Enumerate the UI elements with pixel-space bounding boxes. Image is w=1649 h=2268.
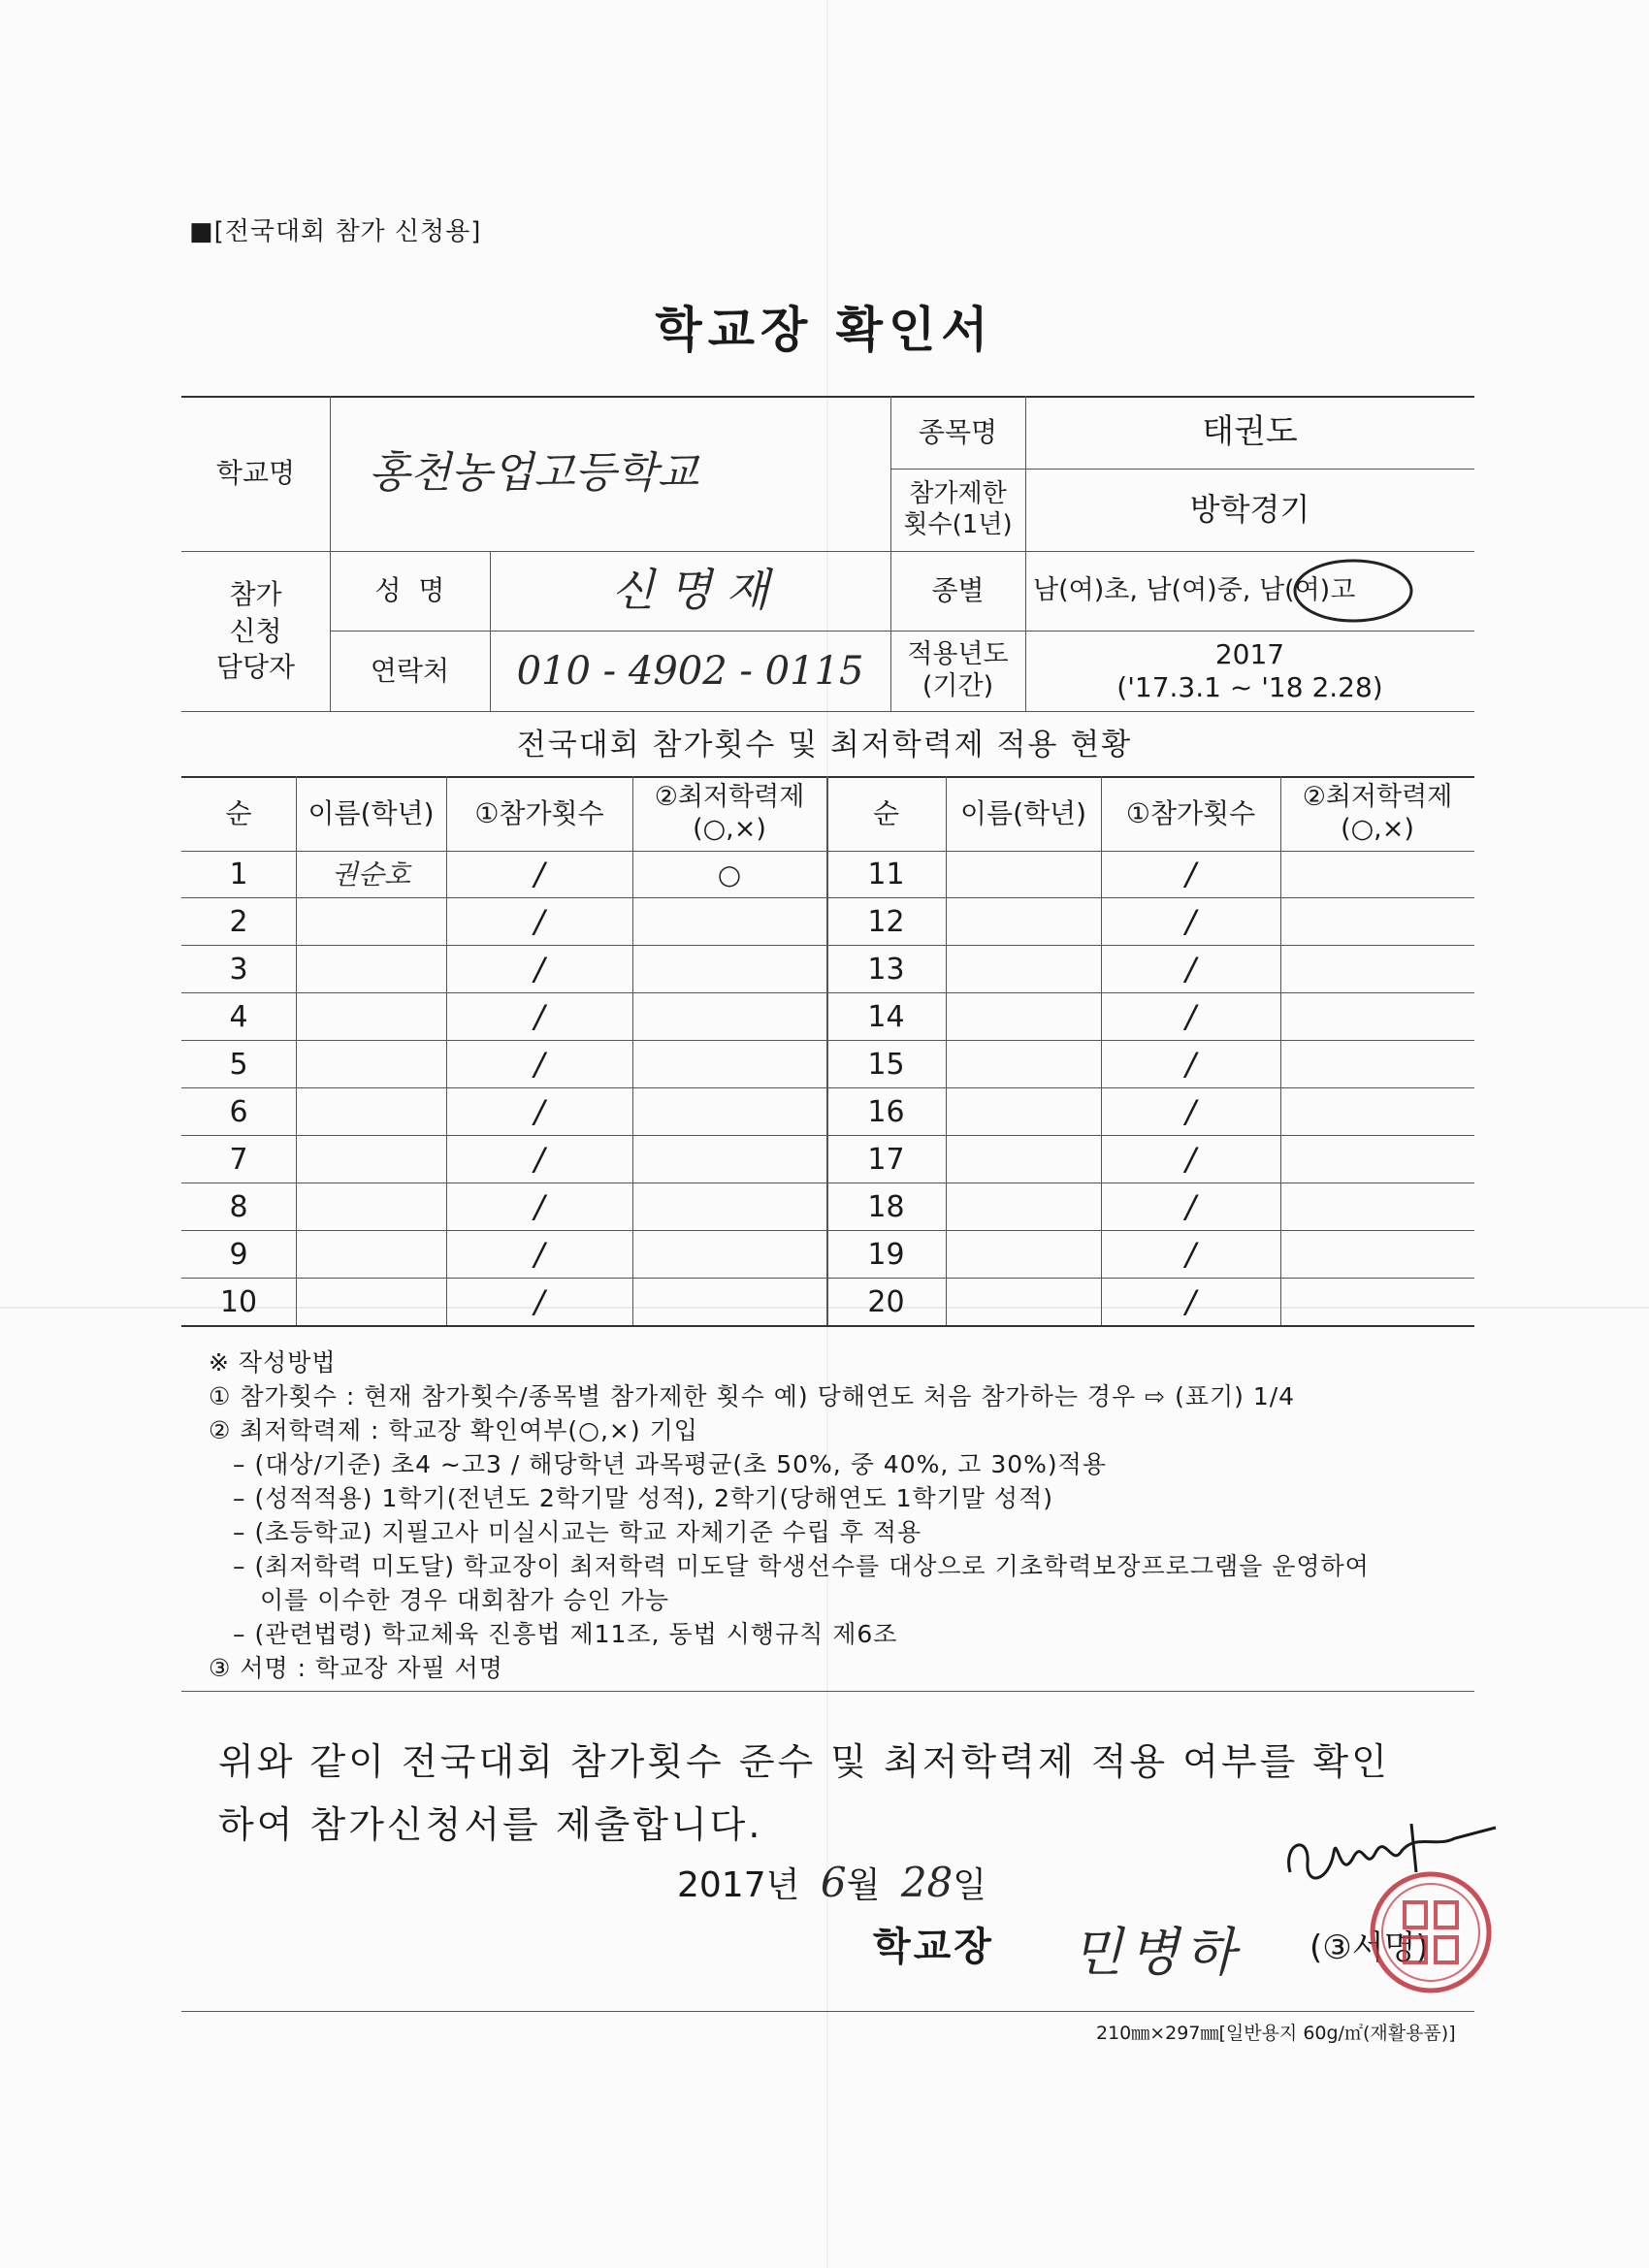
row-min: [1280, 851, 1474, 898]
row-min: [1280, 1231, 1474, 1279]
row-min: [1280, 1041, 1474, 1088]
sign-label: (③서명): [1310, 1928, 1429, 1967]
confirmation-line-1: 위와 같이 전국대회 참가횟수 준수 및 최저학력제 적용 여부를 확인: [218, 1740, 1390, 1783]
instruction-line-2: ② 최저학력제 : 학교장 확인여부(○,×) 기입: [209, 1416, 698, 1444]
row-min: [1280, 1279, 1474, 1326]
row-min: [1280, 898, 1474, 946]
row-min: [632, 1231, 826, 1279]
header-name-left: 이름(학년): [307, 796, 435, 829]
row-seq: 7: [229, 1142, 248, 1177]
row-seq: 11: [867, 857, 905, 891]
header-count-right: ①참가횟수: [1125, 796, 1256, 829]
row-seq: 14: [867, 999, 905, 1034]
instruction-line-9: ③ 서명 : 학교장 자필 서명: [209, 1654, 503, 1682]
row-seq: 9: [229, 1237, 248, 1272]
row-seq: 5: [229, 1047, 248, 1082]
row-count: /: [1185, 998, 1196, 1036]
row-count: /: [534, 856, 545, 893]
row-name: 권순호: [331, 858, 411, 891]
header-min-left: [632, 776, 826, 851]
row-seq: 4: [229, 999, 248, 1034]
row-seq: 15: [867, 1047, 905, 1082]
limit-value: 방학경기: [1189, 491, 1310, 529]
row-min: [632, 1279, 826, 1326]
row-name: [296, 1136, 446, 1183]
row-seq: 2: [229, 904, 248, 939]
gender-value: 남(여)초, 남(여)중, 남(여)고: [1033, 574, 1356, 605]
row-seq: 17: [867, 1142, 905, 1177]
school-label: 학교명: [215, 457, 296, 490]
gender-label: 종별: [931, 574, 985, 607]
row-name: [946, 1136, 1101, 1183]
contact-label: 연락처: [370, 654, 450, 687]
instruction-line-8: – (관련법령) 학교체육 진흥법 제11조, 동법 시행규칙 제6조: [233, 1620, 898, 1648]
year-value-line1: 2017: [1214, 637, 1285, 670]
row-name: [296, 1088, 446, 1136]
limit-label-line1: 참가제한: [909, 479, 1007, 509]
date-day-unit: 일: [953, 1865, 987, 1905]
row-seq: 20: [867, 1284, 905, 1319]
row-seq: 3: [229, 952, 248, 987]
sport-label: 종목명: [918, 415, 998, 448]
principal-label: 학교장: [873, 1925, 994, 1969]
header-min-right: [1280, 776, 1474, 851]
row-seq: 18: [867, 1189, 905, 1224]
row-name: [946, 993, 1101, 1041]
row-min: [632, 1088, 826, 1136]
row-count: /: [1185, 1093, 1196, 1131]
limit-label-line2: 횟수(1년): [903, 509, 1013, 539]
year-label-line1: 적용년도: [907, 639, 1009, 670]
row-name: [946, 946, 1101, 993]
form-type-label: ■[전국대회 참가 신청용]: [189, 217, 482, 246]
header-name-right: 이름(학년): [959, 796, 1087, 829]
row-min: [1280, 946, 1474, 993]
row-count: /: [1185, 856, 1196, 893]
row-min: [1280, 1183, 1474, 1231]
principal-name: 민병하: [1072, 1922, 1242, 1983]
row-count: /: [1185, 1236, 1196, 1274]
row-count: /: [1185, 1046, 1196, 1084]
row-name: [296, 1279, 446, 1326]
header-min-right-line1: ②최저학력제: [1302, 782, 1453, 813]
date-month-unit: 월: [846, 1865, 881, 1905]
date-month: 6: [820, 1859, 847, 1906]
row-name: [946, 1231, 1101, 1279]
row-seq: 12: [867, 904, 905, 939]
header-count-left: ①참가횟수: [474, 796, 604, 829]
instructions-divider: [181, 1691, 1474, 1692]
row-name: [296, 993, 446, 1041]
paper-spec-footer: 210㎜×297㎜[일반용지 60g/㎡(재활용품)]: [1096, 2023, 1456, 2044]
applicant-label-line1: 참가: [229, 577, 282, 610]
row-seq: 6: [229, 1094, 248, 1129]
year-label: [890, 631, 1025, 711]
row-name: [946, 1088, 1101, 1136]
row-min: ○: [717, 858, 742, 891]
row-min: [1280, 1088, 1474, 1136]
year-value: [1025, 631, 1474, 711]
school-seal-stamp: [1366, 1867, 1496, 1997]
row-name: [946, 1279, 1101, 1326]
row-min: [632, 898, 826, 946]
row-count: /: [534, 1046, 545, 1084]
school-value: 홍천농업고등학교: [369, 447, 699, 498]
row-count: /: [534, 951, 545, 988]
footer-divider: [181, 2011, 1474, 2012]
confirmation-line-2: 하여 참가신청서를 제출합니다.: [218, 1803, 763, 1846]
row-name: [946, 898, 1101, 946]
row-min: [632, 993, 826, 1041]
status-table-title: 전국대회 참가횟수 및 최저학력제 적용 현황: [516, 728, 1133, 762]
row-count: /: [1185, 1141, 1196, 1179]
year-label-line2: (기간): [922, 670, 994, 701]
row-count: /: [534, 998, 545, 1036]
header-min-left-line1: ②최저학력제: [654, 782, 805, 813]
row-seq: 1: [229, 857, 248, 891]
row-min: [1280, 1136, 1474, 1183]
row-seq: 19: [867, 1237, 905, 1272]
row-name: [296, 1041, 446, 1088]
row-count: /: [534, 1188, 545, 1226]
row-min: [632, 1136, 826, 1183]
row-name: [946, 1041, 1101, 1088]
row-count: /: [534, 1141, 545, 1179]
row-name: [296, 898, 446, 946]
header-min-left-line2: (○,×): [693, 813, 766, 844]
row-seq: 13: [867, 952, 905, 987]
row-name: [296, 1183, 446, 1231]
row-name: [946, 851, 1101, 898]
name-value: 신 명 재: [611, 564, 769, 617]
date-year: 2017년: [677, 1865, 800, 1905]
header-seq-right: 순: [872, 796, 900, 829]
row-min: [632, 946, 826, 993]
instruction-line-6: – (최저학력 미도달) 학교장이 최저학력 미도달 학생선수를 대상으로 기초학력보장프로그램을 운영하여: [233, 1552, 1370, 1580]
row-name: [296, 1231, 446, 1279]
gender-selection-circle: [1290, 555, 1416, 627]
header-seq-left: 순: [225, 796, 252, 829]
page-title: 학교장 확인서: [655, 302, 994, 358]
row-seq: 8: [229, 1189, 248, 1224]
row-count: /: [534, 1093, 545, 1131]
row-count: /: [1185, 951, 1196, 988]
instruction-line-5: – (초등학교) 지필고사 미실시교는 학교 자체기준 수립 후 적용: [233, 1518, 922, 1546]
row-count: /: [1185, 1283, 1196, 1321]
row-name: [946, 1183, 1101, 1231]
row-seq: 10: [219, 1284, 258, 1319]
row-count: /: [534, 1236, 545, 1274]
header-min-right-line2: (○,×): [1341, 813, 1414, 844]
row-seq: 16: [867, 1094, 905, 1129]
row-count: /: [1185, 903, 1196, 941]
row-min: [1280, 993, 1474, 1041]
date-day: 28: [900, 1859, 954, 1906]
instruction-line-3: – (대상/기준) 초4 ~고3 / 해당학년 과목평균(초 50%, 중 40%, 고 30%)적용: [233, 1450, 1107, 1478]
name-label: 성 명: [374, 574, 445, 607]
row-count: /: [1185, 1188, 1196, 1226]
row-min: [632, 1183, 826, 1231]
applicant-label-line2: 신청: [229, 614, 282, 647]
applicant-label: [181, 551, 330, 711]
instruction-line-4: – (성적적용) 1학기(전년도 2학기말 성적), 2학기(당해연도 1학기말 성적): [233, 1484, 1053, 1512]
sport-value: 태권도: [1202, 412, 1298, 452]
applicant-label-line3: 담당자: [215, 651, 296, 684]
instructions-heading: ※ 작성방법: [209, 1348, 337, 1377]
year-value-line2: ('17.3.1 ~ '18 2.28): [1116, 670, 1383, 703]
instruction-line-1: ① 참가횟수 : 현재 참가횟수/종목별 참가제한 횟수 예) 당해연도 처음 참가하는 경우 ⇨ (표기) 1/4: [209, 1382, 1296, 1410]
contact-value: 010 - 4902 - 0115: [516, 648, 864, 694]
limit-label: [890, 469, 1025, 551]
row-count: /: [534, 903, 545, 941]
row-count: /: [534, 1283, 545, 1321]
date: [677, 1858, 986, 1907]
row-min: [632, 1041, 826, 1088]
instruction-line-7: 이를 이수한 경우 대회참가 승인 가능: [260, 1586, 669, 1614]
row-name: [296, 946, 446, 993]
